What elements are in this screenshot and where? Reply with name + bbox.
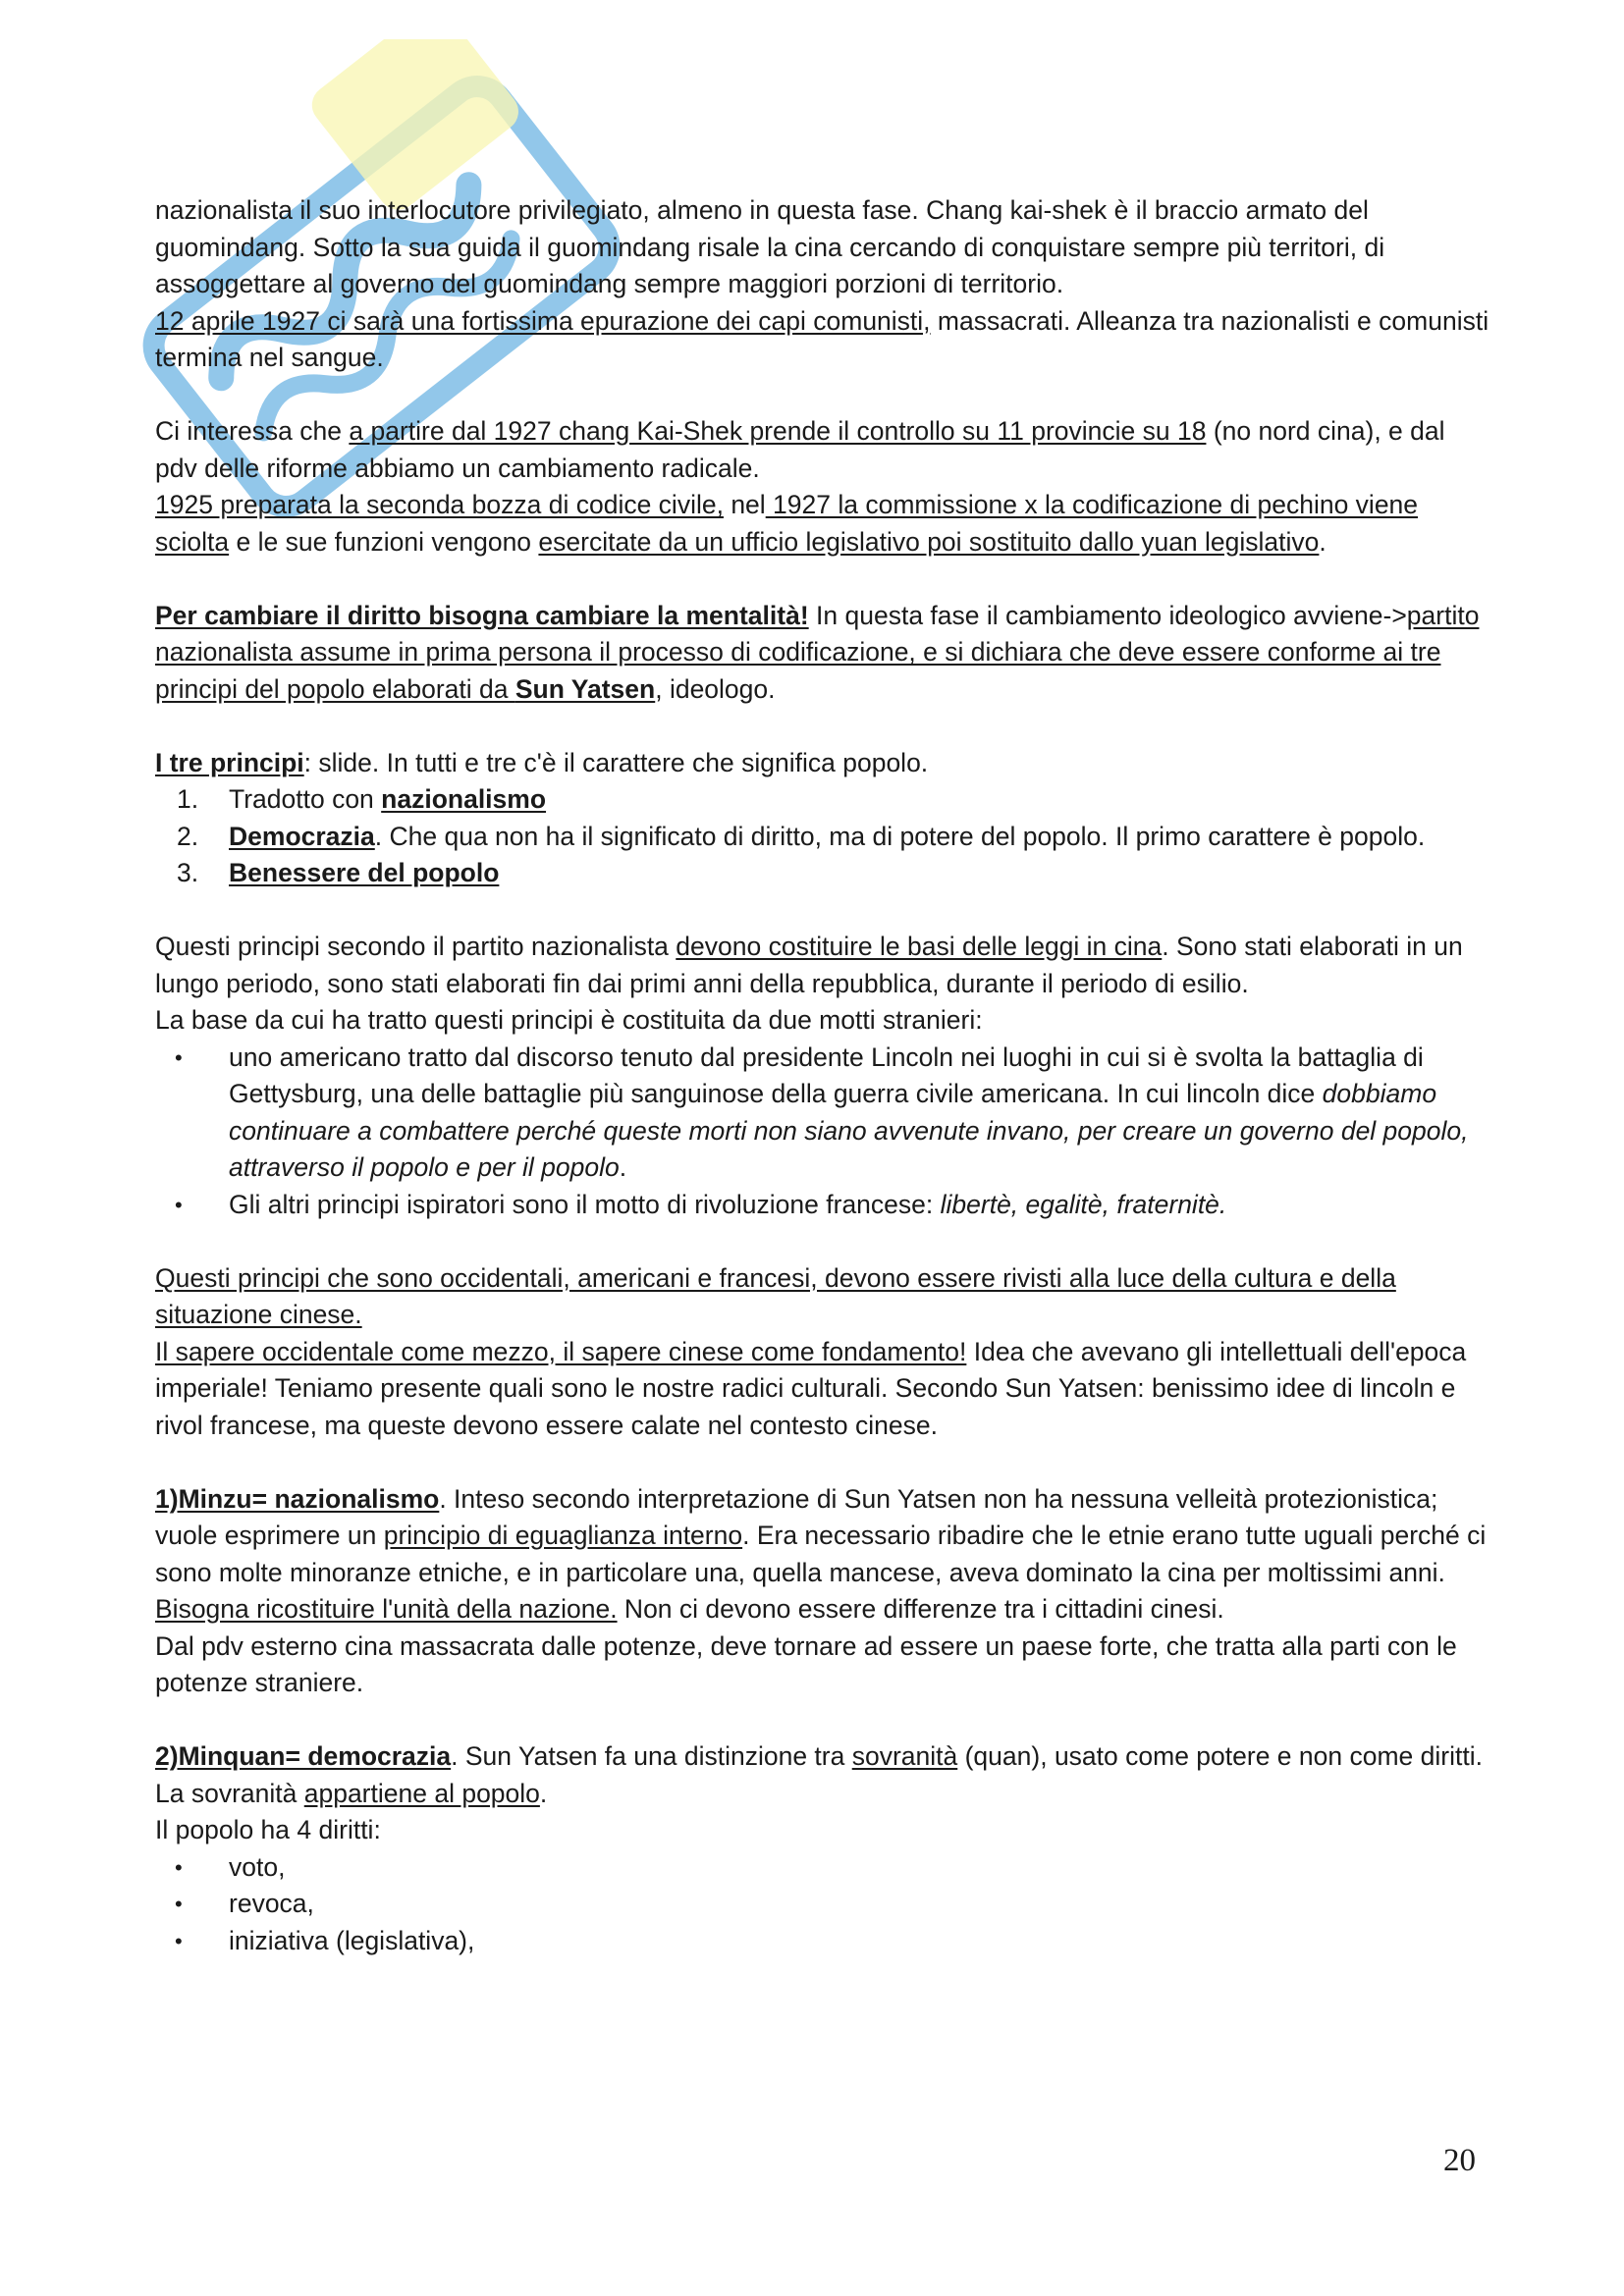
paragraph-mentalita [155, 598, 1490, 709]
text-run: Sun Yatsen [514, 673, 656, 704]
paragraph-principi-occidentali [155, 1260, 1490, 1334]
rights-bullet-list [155, 1849, 1490, 1960]
text-run: In questa fase il cambiamento ideologico avviene-> [808, 600, 1407, 630]
text-run: Dal pdv esterno cina massacrata dalle potenze, deve tornare ad essere un paese forte, che tratta alla parti con le potenze straniere. [155, 1630, 1457, 1697]
text-run: Ci interessa che [155, 416, 350, 446]
text-run: . [619, 1152, 627, 1182]
list-marker: • [175, 1892, 183, 1916]
text-run: Il sapere occidentale come mezzo, il sapere cinese come fondamento! [155, 1336, 967, 1366]
text-run: I tre principi [155, 747, 304, 777]
text-run: nel [723, 490, 766, 519]
text-run: . Sono stati elaborati in un lungo periodo, sono stati elaborati fin dai primi anni della repubblica, durante il periodo di esilio. [155, 932, 1463, 998]
mottos-bullet-list [155, 1040, 1490, 1224]
text-run: massacrati. Alleanza tra nazionalisti e comunisti termina nel sangue. [155, 305, 1489, 372]
page-body [155, 192, 1490, 1959]
text-run: 2)Minquan= democrazia [155, 1741, 452, 1771]
text-run: libertè, egalitè, fraternitè. [940, 1189, 1227, 1219]
text-run: Il popolo ha 4 diritti: [155, 1815, 381, 1844]
text-run: sovranità [851, 1741, 958, 1771]
text-run: voto, [229, 1851, 286, 1882]
text-run: Democrazia [229, 821, 375, 851]
text-run: 1)Minzu= nazionalismo [155, 1483, 440, 1514]
list-marker: • [175, 1044, 183, 1070]
paragraph-controllo-provincie [155, 413, 1490, 487]
text-run: Bisogna ricostituire l'unità della nazione. [155, 1594, 618, 1624]
page-number: 20 [1443, 2143, 1476, 2178]
text-run: nazionalismo [381, 784, 547, 814]
list-marker: 1. [177, 784, 199, 814]
principles-numbered-list [155, 781, 1490, 892]
text-run: e le sue funzioni vengono [229, 526, 539, 557]
text-run: (no nord cina), e dal pdv delle riforme abbiamo un cambiamento radicale. [155, 416, 1445, 483]
list-marker: • [175, 1854, 183, 1880]
text-run: 1925 preparata la seconda bozza di codice civile, [155, 490, 724, 519]
text-run: Idea che avevano gli intellettuali dell'epoca imperiale! Teniamo presente quali sono le nostre radici culturali. Secondo Sun Yatsen: benissimo idee di lincoln e rivol francese, ma queste devono essere calate nel contesto cinese. [155, 1336, 1467, 1440]
text-run: (quan), usato come potere e non come diritti. La sovranità [155, 1741, 1483, 1808]
text-run: , ideologo. [655, 673, 776, 704]
list-item [155, 819, 1490, 856]
text-run: uno americano tratto dal discorso tenuto dal presidente Lincoln nei luoghi in cui si è svolta la battaglia di Gettysburg, una delle battaglie più sanguinose della guerra civile americana. In cui lincoln dice [229, 1041, 1424, 1108]
text-run: appartiene al popolo [303, 1778, 540, 1808]
text-run: . [539, 1778, 548, 1808]
paragraph-tre-principi [155, 745, 1490, 782]
text-run: Questi principi che sono occidentali, americani e francesi, devono essere rivisti alla luce della cultura e della situazione cinese. [155, 1262, 1396, 1329]
paragraph-basi-leggi [155, 929, 1490, 1002]
paragraph-quattro-diritti [155, 1812, 1490, 1849]
paragraph-epurazione [155, 303, 1490, 377]
list-item [155, 1187, 1490, 1224]
text-run: Benessere del popolo [229, 858, 500, 887]
list-marker: 3. [177, 858, 199, 887]
paragraph-pdv-esterno [155, 1629, 1490, 1702]
text-run: devono costituire le basi delle leggi in cina [676, 932, 1163, 961]
text-run: esercitate da un ufficio legislativo poi sostituito dallo yuan legislativo [538, 526, 1320, 557]
text-run: . Inteso secondo interpretazione di Sun Yatsen non ha nessuna velleità protezionistica; vuole esprimere un [155, 1483, 1438, 1550]
text-run: : slide. In tutti e tre c'è il carattere che significa popolo. [303, 747, 929, 777]
text-run: Tradotto con [229, 784, 382, 814]
paragraph-codice-civile [155, 487, 1490, 561]
text-run: revoca, [229, 1889, 314, 1918]
text-run: . Che qua non ha il significato di diritto, ma di potere del popolo. Il primo carattere è popolo. [374, 821, 1426, 851]
text-run: iniziativa (legislativa), [229, 1925, 475, 1955]
list-item [155, 1040, 1490, 1187]
list-item [155, 855, 1490, 892]
text-run: Per cambiare il diritto bisogna cambiare la mentalità! [155, 600, 809, 630]
text-run: Gli altri principi ispiratori sono il motto di rivoluzione francese: [229, 1189, 941, 1219]
text-run: dobbiamo continuare a combattere perché queste morti non siano avvenute invano, per creare un governo del popolo, attraverso il popolo e per il popolo [229, 1079, 1469, 1182]
paragraph-sapere-occidentale [155, 1334, 1490, 1445]
list-marker: • [175, 1192, 183, 1217]
list-item [155, 1849, 1490, 1887]
paragraph-minquan [155, 1738, 1490, 1812]
list-item [155, 1923, 1490, 1960]
text-run: principio di eguaglianza interno [383, 1521, 743, 1550]
text-run: 12 aprile 1927 ci sarà una fortissima epurazione dei capi comunisti, [155, 305, 931, 336]
list-item [155, 781, 1490, 819]
paragraph-motti-stranieri [155, 1002, 1490, 1040]
text-run: Non ci devono essere differenze tra i cittadini cinesi. [617, 1594, 1224, 1624]
text-run: . Sun Yatsen fa una distinzione tra [451, 1741, 852, 1771]
text-run: La base da cui ha tratto questi principi è costituita da due motti stranieri: [155, 1005, 983, 1035]
list-marker: • [175, 1928, 183, 1953]
list-marker: 2. [177, 821, 199, 851]
text-run: partito nazionalista assume in prima persona il processo di codificazione, e si dichiara che deve essere conforme ai tre principi del popolo elaborati da [155, 600, 1480, 704]
paragraph-minzu [155, 1481, 1490, 1629]
list-item [155, 1886, 1490, 1923]
text-run: . Era necessario ribadire che le etnie erano tutte uguali perché ci sono molte minoranze etniche, e in particolare una, quella mancese, aveva dominato la cina per moltissimi anni. [155, 1521, 1487, 1587]
text-run: Questi principi secondo il partito nazionalista [155, 932, 677, 961]
text-run: nazionalista il suo interlocutore privilegiato, almeno in questa fase. Chang kai-shek è il braccio armato del guomindang. Sotto la sua guida il guomindang risale la cina cercando di conquistare sempre più territori, di assoggettare al governo del guomindang sempre maggiori porzioni di territorio. [155, 195, 1385, 298]
paragraph-guomindang [155, 192, 1490, 303]
text-run: a partire dal 1927 chang Kai-Shek prende il controllo su 11 provincie su 18 [349, 416, 1207, 446]
text-run: 1927 la commissione x la codificazione di pechino viene sciolta [155, 490, 1419, 557]
text-run: . [1319, 526, 1326, 557]
